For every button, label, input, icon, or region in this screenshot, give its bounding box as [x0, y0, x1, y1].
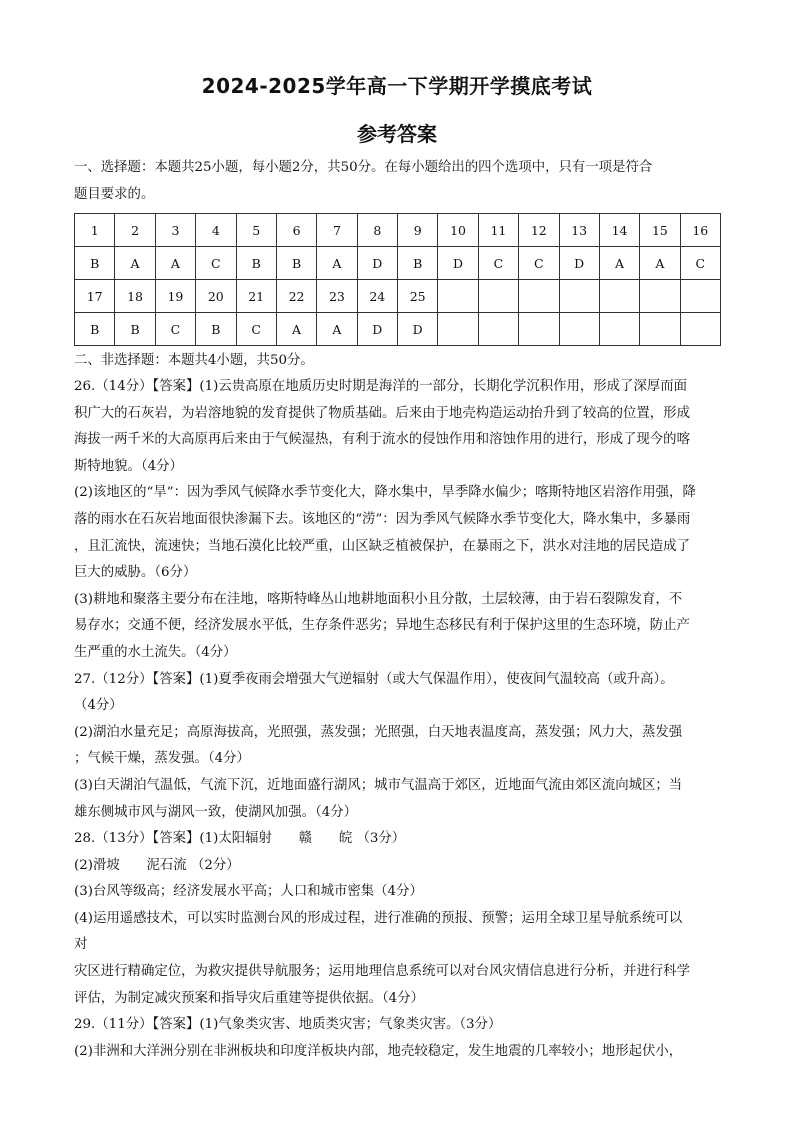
- answer-line: (2)该地区的“旱”：因为季风气候降水季节变化大，降水集中，旱季降水偏少；喀斯特地区岩溶作用强，降: [74, 485, 696, 501]
- answer-line: 29.（11分）【答案】(1)气象类灾害、地质类灾害；气象类灾害。（3分）: [74, 1017, 502, 1033]
- answer-line: 26.（14分）【答案】(1)云贵高原在地质历史时期是海洋的一部分，长期化学沉积作用，形成了深厚而面: [74, 379, 688, 394]
- answer-line: (4)运用遥感技术，可以实时监测台风的形成过程，进行准确的预报、预警；运用全球卫星导航系统可以: [74, 910, 683, 926]
- answer-line: 27.（12分）【答案】(1)夏季夜雨会增强大气逆辐射（或大气保温作用），使夜间气温较高（或升高）。: [74, 671, 674, 687]
- answer-cell: C: [196, 247, 236, 280]
- answer-cell: B: [115, 313, 155, 346]
- answer-cell: A: [599, 247, 639, 280]
- answer-cell: [478, 313, 518, 346]
- answer-cell: [519, 313, 559, 346]
- answer-cell: D: [438, 247, 478, 280]
- question-number-cell: [680, 280, 720, 313]
- answer-cell: D: [357, 247, 397, 280]
- answer-cell: [438, 313, 478, 346]
- answer-cell: B: [276, 247, 316, 280]
- answer-line: 巨大的威胁。（6分）: [74, 565, 197, 581]
- question-number-cell: 15: [640, 214, 680, 247]
- question-number-cell: 19: [155, 280, 195, 313]
- answer-line: (2)滑坡 泥石流 （2分）: [74, 857, 240, 873]
- answer-line: 28.（13分）【答案】(1)太阳辐射 赣 皖 （3分）: [74, 831, 406, 847]
- answer-line: 海拔一两千米的大高原再后来由于气候湿热，有利于流水的侵蚀作用和溶蚀作用的进行，形成了现今的喀: [74, 432, 690, 448]
- question-number-cell: 13: [559, 214, 599, 247]
- question-number-cell: 9: [398, 214, 438, 247]
- answer-line: (3)台风等级高；经济发展水平高；人口和城市密集（4分）: [74, 884, 423, 900]
- answer-line: (3)白天湖泊气温低，气流下沉，近地面盛行湖风；城市气温高于郊区，近地面气流由郊区流向城区；当: [74, 777, 683, 793]
- question-number-cell: [438, 280, 478, 313]
- question-number-cell: 22: [276, 280, 316, 313]
- answer-cell: A: [317, 247, 357, 280]
- table-row-answers-1: [75, 247, 721, 280]
- answer-cell: [599, 313, 639, 346]
- answer-cell: D: [559, 247, 599, 280]
- question-number-cell: 16: [680, 214, 720, 247]
- answer-cell: [680, 313, 720, 346]
- question-number-cell: 20: [196, 280, 236, 313]
- section-nonchoice-heading: 二、非选择题：本题共4小题，共50分。: [74, 353, 314, 368]
- question-number-cell: [478, 280, 518, 313]
- answer-cell: C: [478, 247, 518, 280]
- section-choice-instructions: [74, 155, 722, 208]
- answer-cell: B: [398, 247, 438, 280]
- question-number-cell: 3: [155, 214, 195, 247]
- question-number-cell: 17: [75, 280, 115, 313]
- question-number-cell: 2: [115, 214, 155, 247]
- question-number-cell: 14: [599, 214, 639, 247]
- question-number-cell: 11: [478, 214, 518, 247]
- answer-line: 易存水；交通不便，经济发展水平低，生存条件恶劣；异地生态移民有利于保护这里的生态环境，防止产: [74, 618, 690, 634]
- instruction-line: 题目要求的。: [74, 186, 155, 202]
- answer-line: 积广大的石灰岩，为岩溶地貌的发育提供了物质基础。后来由于地壳构造运动抬升到了较高的位置，形成: [74, 405, 690, 421]
- answer-cell: [559, 313, 599, 346]
- document-subtitle: 参考答案: [357, 122, 437, 146]
- answer-line: ，且汇流快，流速快；当地石漠化比较严重，山区缺乏植被保护，在暴雨之下，洪水对洼地的居民造成了: [74, 538, 690, 554]
- question-number-cell: 24: [357, 280, 397, 313]
- answer-line: 斯特地貌。（4分）: [74, 458, 183, 474]
- answer-cell: A: [276, 313, 316, 346]
- question-number-cell: 25: [398, 280, 438, 313]
- question-number-cell: [559, 280, 599, 313]
- answer-cell: B: [196, 313, 236, 346]
- answer-cell: A: [317, 313, 357, 346]
- instruction-line: 一、选择题：本题共25小题，每小题2分，共50分。在每小题给出的四个选项中，只有一项是符合: [74, 160, 653, 175]
- question-number-cell: 5: [236, 214, 276, 247]
- question-number-cell: 18: [115, 280, 155, 313]
- table-row-answers-2: [75, 313, 721, 346]
- answer-cell: C: [155, 313, 195, 346]
- answer-cell: C: [680, 247, 720, 280]
- question-number-cell: [599, 280, 639, 313]
- table-row-numbers-1: [75, 214, 721, 247]
- answer-cell: D: [398, 313, 438, 346]
- answer-line: 对: [74, 937, 88, 953]
- answer-cell: A: [640, 247, 680, 280]
- answer-line: （4分）: [74, 698, 123, 714]
- question-number-cell: 1: [75, 214, 115, 247]
- answer-cell: B: [236, 247, 276, 280]
- question-number-cell: 12: [519, 214, 559, 247]
- question-number-cell: 23: [317, 280, 357, 313]
- answer-cell: C: [519, 247, 559, 280]
- answer-cell: A: [155, 247, 195, 280]
- question-number-cell: [519, 280, 559, 313]
- document-title: 2024-2025学年高一下学期开学摸底考试: [201, 74, 593, 98]
- question-number-cell: 6: [276, 214, 316, 247]
- answer-line: 生严重的水土流失。（4分）: [74, 644, 237, 660]
- answer-cell: D: [357, 313, 397, 346]
- answer-line: (2)湖泊水量充足；高原海拔高，光照强，蒸发强；光照强，白天地表温度高，蒸发强；风力大，蒸发强: [74, 724, 683, 740]
- answer-cell: [640, 313, 680, 346]
- question-number-cell: [640, 280, 680, 313]
- answer-cell: B: [75, 313, 115, 346]
- question-number-cell: 8: [357, 214, 397, 247]
- answer-table: [74, 213, 721, 346]
- question-number-cell: 10: [438, 214, 478, 247]
- answer-line: (2)非洲和大洋洲分别在非洲板块和印度洋板块内部，地壳较稳定，发生地震的几率较小；地形起伏小，: [74, 1043, 683, 1059]
- answer-line: 落的雨水在石灰岩地面很快渗漏下去。该地区的“涝”：因为季风气候降水季节变化大，降水集中，多暴雨: [74, 511, 691, 527]
- answer-cell: B: [75, 247, 115, 280]
- question-number-cell: 7: [317, 214, 357, 247]
- table-row-numbers-2: [75, 280, 721, 313]
- question-number-cell: 21: [236, 280, 276, 313]
- answer-line: 雄东侧城市风与湖风一致，使湖风加强。（4分）: [74, 804, 358, 820]
- answer-line: (3)耕地和聚落主要分布在洼地，喀斯特峰丛山地耕地面积小且分散，土层较薄，由于岩石裂隙发育，不: [74, 591, 683, 607]
- answer-cell: A: [115, 247, 155, 280]
- answer-line: ；气候干燥，蒸发强。（4分）: [74, 751, 250, 767]
- answer-line: 灾区进行精确定位，为救灾提供导航服务；运用地理信息系统可以对台风灾情信息进行分析，并进行科学: [74, 964, 690, 980]
- answer-body: [74, 374, 722, 1065]
- question-number-cell: 4: [196, 214, 236, 247]
- answer-cell: C: [236, 313, 276, 346]
- answer-line: 评估，为制定减灾预案和指导灾后重建等提供依据。（4分）: [74, 990, 424, 1006]
